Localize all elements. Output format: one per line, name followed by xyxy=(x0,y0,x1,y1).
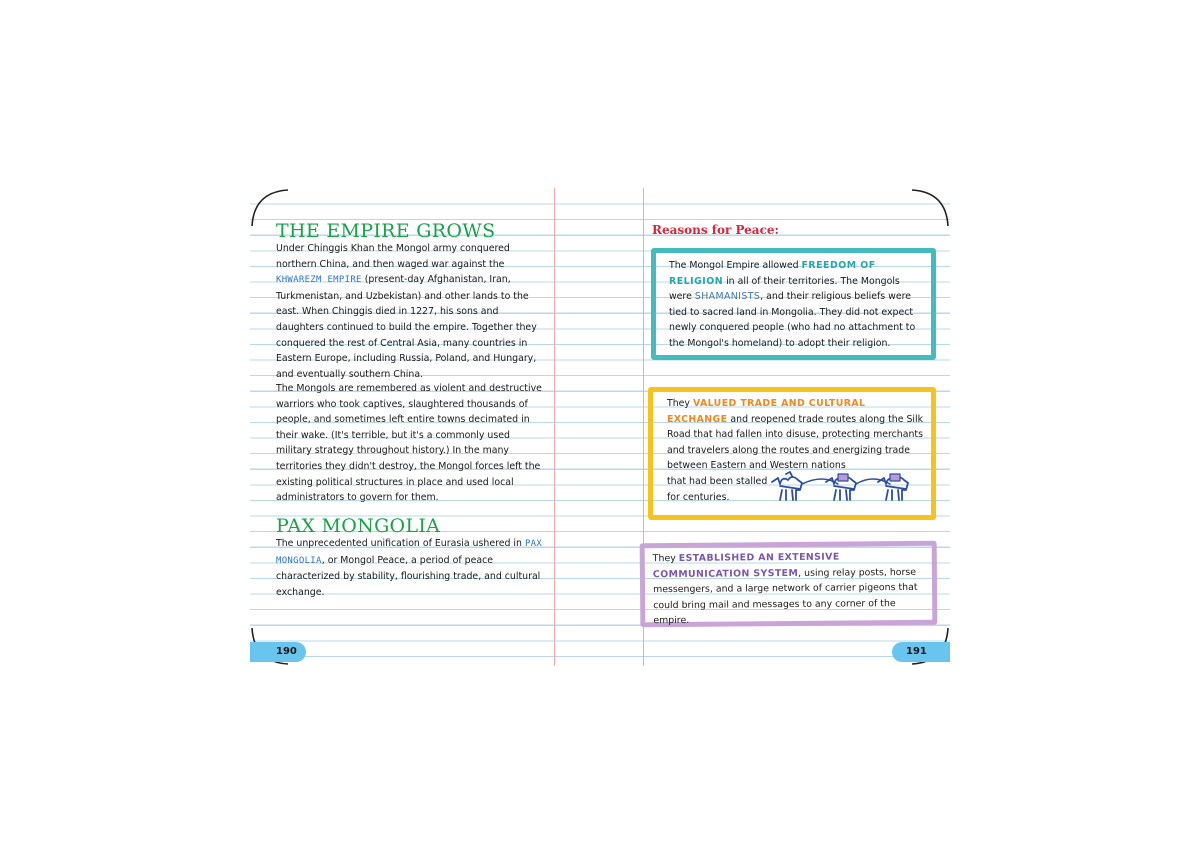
box-text: , using relay posts, horse messengers, and a large network of carrier pigeons that could bring mail and messages to any corner of the empire. xyxy=(652,566,918,627)
paragraph-text: , or Mongol Peace, a period of peace characterized by stability, flourishing trade, and cultural exchange. xyxy=(276,554,541,598)
box-text: in all of their territories. The Mongols were xyxy=(669,275,900,303)
paragraph-text: The unprecedented unification of Eurasia ushered in xyxy=(276,538,525,549)
freedom-of-religion-text xyxy=(669,258,924,352)
top-right-corner-arc xyxy=(890,188,950,248)
keyword-khwarezm-empire: KHWAREZM EMPIRE xyxy=(276,275,362,286)
freedom-of-religion-box xyxy=(651,248,936,360)
keyword-communication-system: ESTABLISHED AN EXTENSIVE COMMUNICATION SYSTEM xyxy=(652,551,840,580)
paragraph-pax-mongolia xyxy=(276,536,544,600)
paragraph-empire-grows xyxy=(276,241,544,382)
page-number-left: 190 xyxy=(250,642,306,662)
heading-pax-mongolia: PAX MONGOLIA xyxy=(276,515,441,537)
camel-caravan-icon xyxy=(768,470,928,506)
box-text: , and their religious beliefs were tied to sacred land in Mongolia. They did not expect newly conquered people (who had no attachment to the Mongol's homeland) to adopt their religion. xyxy=(669,291,916,349)
keyword-pax-mongolia: PAX MONGOLIA xyxy=(276,539,543,566)
page-number-right: 191 xyxy=(892,642,950,662)
keyword-valued-trade: VALUED TRADE AND CULTURAL EXCHANGE xyxy=(667,398,866,425)
heading-empire-grows: THE EMPIRE GROWS xyxy=(276,220,496,242)
keyword-shamanists: SHAMANISTS xyxy=(694,291,761,303)
book-spread xyxy=(250,188,950,666)
left-page-margin-line xyxy=(554,188,555,666)
communication-system-box xyxy=(640,541,938,628)
paragraph-text: (present-day Afghanistan, Iran, Turkmenistan, and Uzbekistan) and other lands to the east. When Chinggis died in 1227, his sons and daughters continued to build the empire. Together they conquered the rest of Central Asia, many countries in Eastern Europe, including Russia, Poland, and Hungary, and eventually southern China. xyxy=(276,274,537,380)
communication-system-text xyxy=(653,549,932,629)
box-text: that had been stalled xyxy=(667,475,768,487)
box-text: and reopened trade routes along the Silk Road that had fallen into disuse, protecting merchants and travelers along the routes and energizing trade between Eastern and Western nations xyxy=(667,413,924,472)
box-text: They xyxy=(652,552,679,565)
paragraph-mongols-remembered: The Mongols are remembered as violent and destructive warriors who took captives, slaughtered thousands of people, and sometimes left entire towns decimated in their wake. (It's terrible, but it's a commonly used military strategy throughout history.) In the many territories they didn't destroy, the Mongol forces left the existing political structures in place and used local administrators to govern for them. xyxy=(276,383,542,504)
box-text: for centuries. xyxy=(667,491,730,503)
keyword-freedom-of-religion: FREEDOM OF RELIGION xyxy=(669,260,876,287)
box-text: They xyxy=(667,398,693,409)
reasons-for-peace-title: Reasons for Peace: xyxy=(652,223,779,237)
paragraph-text: Under Chinggis Khan the Mongol army conquered northern China, and then waged war against the xyxy=(276,243,510,270)
box-text: The Mongol Empire allowed xyxy=(669,260,802,271)
